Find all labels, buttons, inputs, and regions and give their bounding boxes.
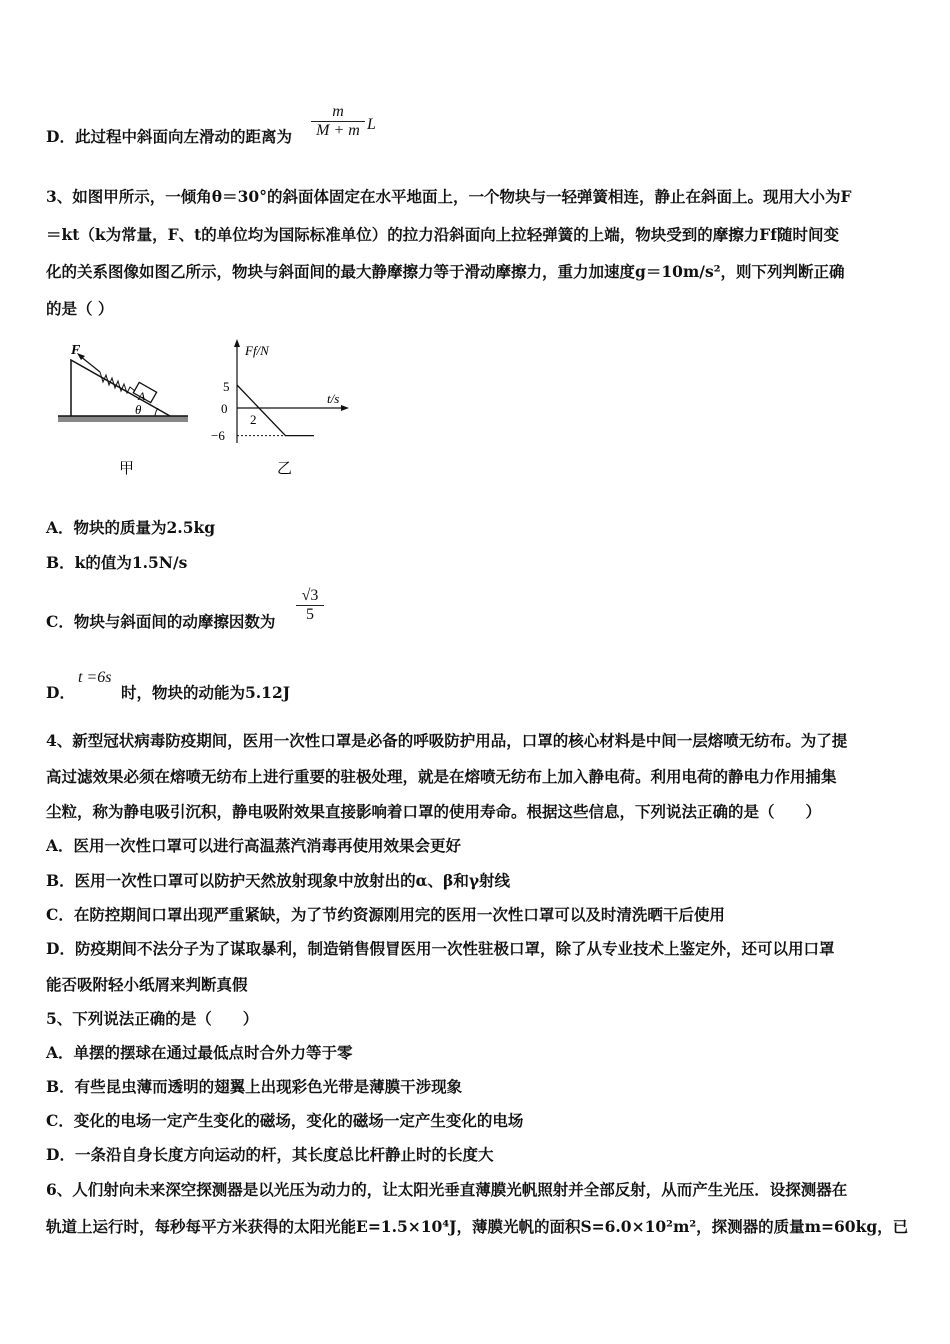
q3-stem-line-1: 3、如图甲所示，一倾角θ＝30°的斜面体固定在水平地面上，一个物块与一轻弹簧相连，静止在斜面上。现用大小为F xyxy=(46,187,852,206)
force-line xyxy=(80,356,100,372)
figure-incline-diagram xyxy=(55,338,195,488)
fraction-numerator: √3 xyxy=(296,587,324,606)
q3-option-d-label: D． xyxy=(46,683,75,702)
y-axis-arrow xyxy=(234,339,240,347)
q3-option-c: C．物块与斜面间的动摩擦因数为 xyxy=(46,612,276,631)
q2-option-d: D．此过程中斜面向左滑动的距离为 xyxy=(46,127,292,146)
q4-option-c: C．在防控期间口罩出现严重紧缺，为了节约资源刚用完的医用一次性口罩可以及时清洗晒干后使用 xyxy=(46,905,725,924)
tick-label-y-minus6: −6 xyxy=(211,428,225,443)
q3-option-d-text: 时，物块的动能为5.12J xyxy=(121,683,291,702)
figure-caption-jia: 甲 xyxy=(119,461,135,477)
force-label: F xyxy=(71,343,81,358)
q4-option-b: B．医用一次性口罩可以防护天然放射现象中放射出的α、β和γ射线 xyxy=(46,871,511,890)
q3-stem-line-2: ＝kt（k为常量，F、t的单位均为国际标准单位）的拉力沿斜面向上拉轻弹簧的上端，物块受到的摩擦力Ff随时间变 xyxy=(46,225,839,244)
fraction-denominator: M + m xyxy=(316,122,360,139)
q6-stem-line-1: 6、人们射向未来深空探测器是以光压为动力的，让太阳光垂直薄膜光帆照射并全部反射，从而产生光压．设探测器在 xyxy=(46,1180,848,1199)
fraction-numerator: m xyxy=(311,103,365,122)
figure-caption-yi: 乙 xyxy=(277,461,293,477)
tick-label-x-2: 2 xyxy=(250,412,257,427)
figure-friction-graph xyxy=(205,335,365,485)
series-line xyxy=(237,385,314,436)
q3-option-c-fraction xyxy=(296,587,324,624)
q3-option-d-time: t =6s xyxy=(78,669,112,686)
q5-option-a: A．单摆的摆球在通过最低点时合外力等于零 xyxy=(46,1043,353,1062)
spring xyxy=(100,372,135,393)
q3-stem-line-3: 化的关系图像如图乙所示，物块与斜面间的最大静摩擦力等于滑动摩擦力，重力加速度g＝10m/s²，则下列判断正确 xyxy=(46,262,845,281)
q4-stem-line-3: 尘粒，称为静电吸引沉积，静电吸附效果直接影响着口罩的使用寿命。根据这些信息，下列说法正确的是（ ） xyxy=(46,802,822,821)
q5-option-b: B．有些昆虫薄而透明的翅翼上出现彩色光带是薄膜干涉现象 xyxy=(46,1077,463,1096)
q4-option-a: A．医用一次性口罩可以进行高温蒸汽消毒再使用效果会更好 xyxy=(46,836,462,855)
q4-stem-line-1: 4、新型冠状病毒防疫期间，医用一次性口罩是必备的呼吸防护用品，口罩的核心材料是中间一层熔喷无纺布。为了提 xyxy=(46,731,848,750)
fraction-denominator: 5 xyxy=(306,606,314,623)
q3-option-a: A．物块的质量为2.5kg xyxy=(46,518,216,537)
q3-stem-line-4: 的是（ ） xyxy=(46,299,114,318)
q5-stem: 5、下列说法正确的是（ ） xyxy=(46,1009,259,1028)
q6-stem-line-2: 轨道上运行时，每秒每平方米获得的太阳光能E=1.5×10⁴J，薄膜光帆的面积S=6.0×10²m²，探测器的质量m=60kg，已 xyxy=(46,1217,909,1236)
tick-label-y-5: 5 xyxy=(223,379,230,394)
q5-option-d: D．一条沿自身长度方向运动的杆，其长度总比杆静止时的长度大 xyxy=(46,1145,494,1164)
q4-stem-line-2: 高过滤效果必须在熔喷无纺布上进行重要的驻极处理，就是在熔喷无纺布上加入静电荷。利用电荷的静电力作用捕集 xyxy=(46,767,837,786)
x-axis-label: t/s xyxy=(327,391,340,406)
q4-option-d-line-1: D．防疫期间不法分子为了谋取暴利，制造销售假冒医用一次性驻极口罩，除了从专业技术上鉴定外，还可以用口罩 xyxy=(46,939,835,958)
angle-label: θ xyxy=(135,402,142,417)
ground-hatching xyxy=(58,416,188,422)
q2-option-d-length: L xyxy=(367,116,376,133)
q4-option-d-line-2: 能否吸附轻小纸屑来判断真假 xyxy=(46,975,248,994)
q5-option-c: C．变化的电场一定产生变化的磁场，变化的磁场一定产生变化的电场 xyxy=(46,1111,524,1130)
q3-option-b: B．k的值为1.5N/s xyxy=(46,553,188,572)
q2-option-d-fraction xyxy=(311,103,365,140)
block-label: A xyxy=(138,389,146,403)
x-axis-arrow xyxy=(341,405,349,411)
tick-label-y-0: 0 xyxy=(221,401,228,416)
y-axis-label: Ff/N xyxy=(245,343,269,358)
